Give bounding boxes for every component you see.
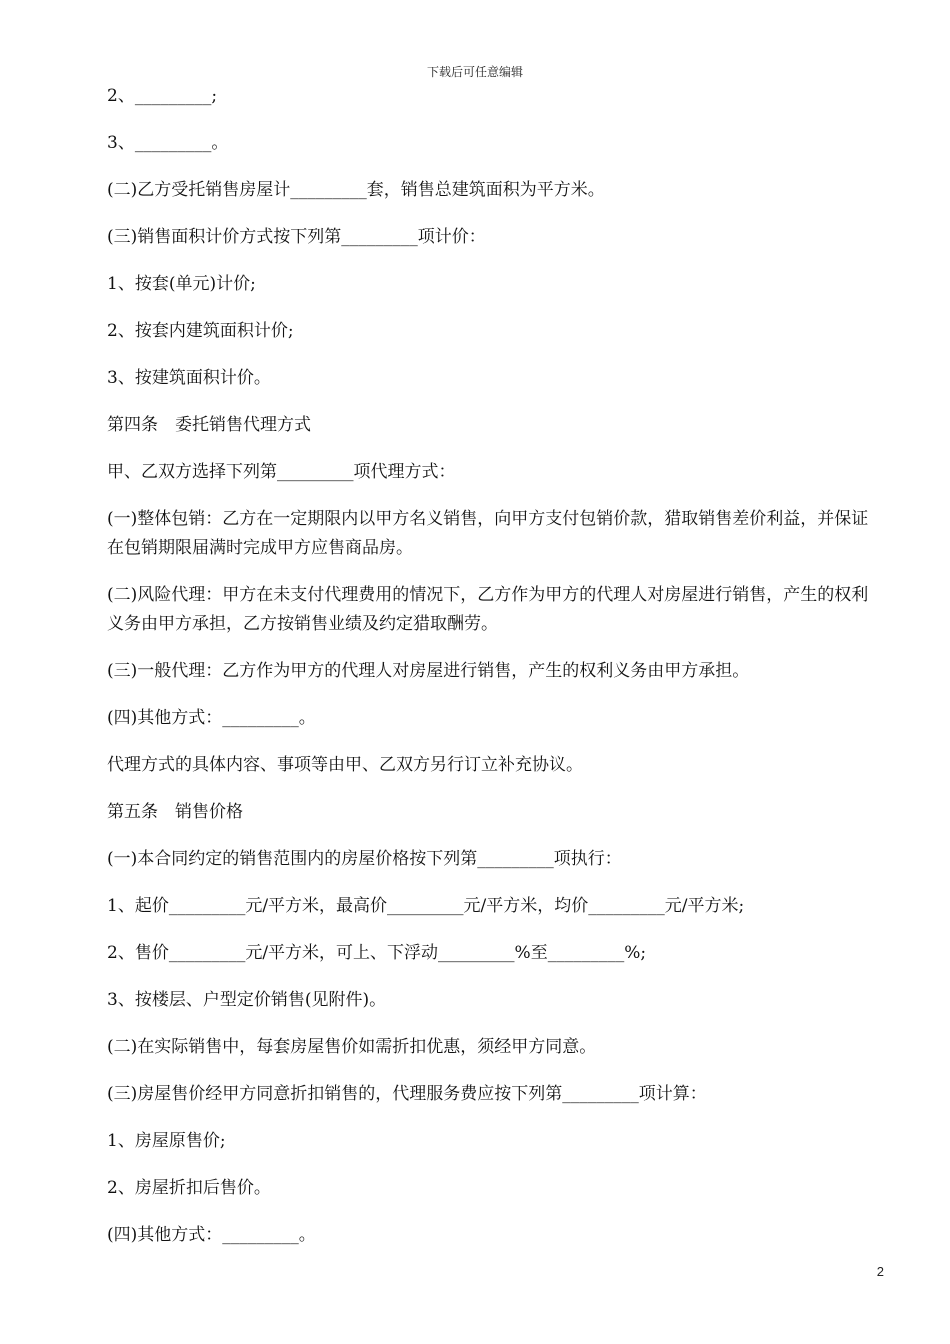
paragraph: 代理方式的具体内容、事项等由甲、乙双方另行订立补充协议。	[107, 755, 583, 775]
paragraph: (三)销售面积计价方式按下列第_________项计价：	[107, 227, 486, 247]
section-heading: 第四条 委托销售代理方式	[107, 415, 311, 435]
section-heading: 第五条 销售价格	[107, 802, 243, 822]
paragraph: 3、按建筑面积计价。	[107, 368, 271, 388]
paragraph: (四)其他方式：_________。	[107, 708, 316, 728]
page-number: 2	[876, 1264, 884, 1279]
paragraph: (一)整体包销：乙方在一定期限内以甲方名义销售，向甲方支付包销价款，猎取销售差价利益，并保证在包销期限届满时完成甲方应售商品房。	[107, 509, 869, 558]
paragraph: 2、按套内建筑面积计价;	[107, 321, 294, 341]
paragraph: (三)房屋售价经甲方同意折扣销售的，代理服务费应按下列第_________项计算：	[107, 1084, 707, 1104]
document-body	[107, 82, 875, 1268]
paragraph: 3、_________。	[107, 133, 229, 153]
paragraph: 1、起价_________元/平方米，最高价_________元/平方米，均价_________元/平方米;	[107, 896, 745, 916]
paragraph: (一)本合同约定的销售范围内的房屋价格按下列第_________项执行：	[107, 849, 622, 869]
paragraph: 2、售价_________元/平方米，可上、下浮动_________%至_________%;	[107, 943, 647, 963]
paragraph: 2、房屋折扣后售价。	[107, 1178, 271, 1198]
paragraph: 1、按套(单元)计价;	[107, 274, 256, 294]
paragraph: 甲、乙双方选择下列第_________项代理方式：	[107, 462, 456, 482]
paragraph: (二)在实际销售中，每套房屋售价如需折扣优惠，须经甲方同意。	[107, 1037, 597, 1057]
paragraph: 3、按楼层、户型定价销售(见附件)。	[107, 990, 387, 1010]
paragraph: (四)其他方式：_________。	[107, 1225, 316, 1245]
paragraph: 1、房屋原售价;	[107, 1131, 226, 1151]
paragraph: (二)风险代理：甲方在未支付代理费用的情况下，乙方作为甲方的代理人对房屋进行销售，产生的权利义务由甲方承担，乙方按销售业绩及约定猎取酬劳。	[107, 585, 869, 634]
paragraph: (二)乙方受托销售房屋计_________套，销售总建筑面积为平方米。	[107, 180, 605, 200]
header-note: 下载后可任意编辑	[426, 65, 523, 79]
paragraph: 2、_________;	[107, 86, 218, 106]
paragraph: (三)一般代理：乙方作为甲方的代理人对房屋进行销售，产生的权利义务由甲方承担。	[107, 661, 750, 681]
